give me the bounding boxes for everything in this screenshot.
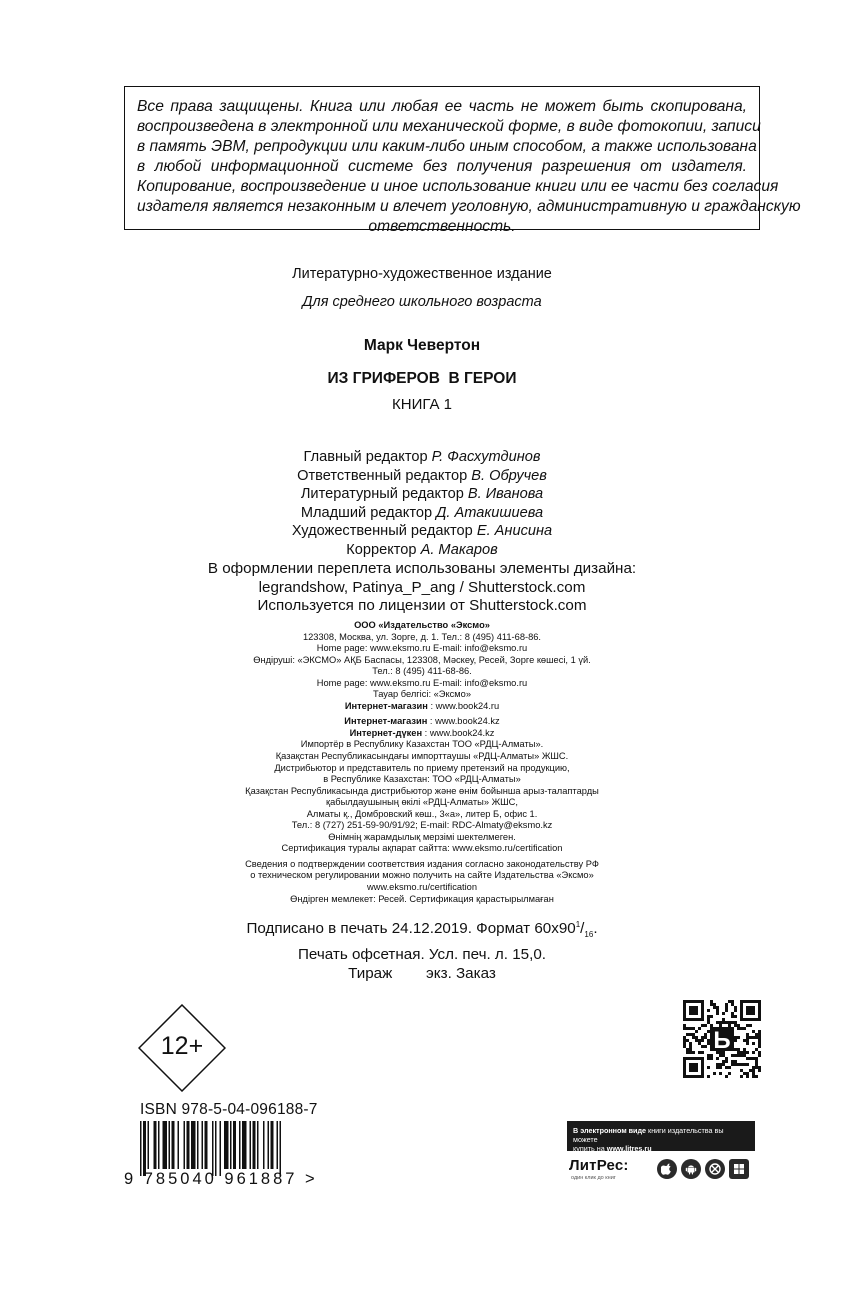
staff-role: Младший редактор bbox=[300, 504, 437, 521]
barcode bbox=[140, 1121, 325, 1176]
print-line-method: Печать офсетная. Усл. печ. л. 15,0. bbox=[297, 945, 547, 963]
design-line: Используется по лицензии от Shutterstock.com bbox=[257, 597, 587, 614]
shop-url: : www.book24.kz bbox=[422, 727, 495, 738]
staff-line bbox=[0, 467, 844, 486]
staff-name: Е. Анисина bbox=[476, 523, 553, 540]
litres-banner-bold: В электронном виде bbox=[573, 1126, 647, 1135]
staff-line bbox=[0, 448, 844, 467]
qr-code bbox=[683, 1000, 761, 1078]
age-note: Для среднего школьного возраста bbox=[302, 294, 542, 310]
store-icons bbox=[657, 1159, 749, 1181]
copyright-line: издателя является незаконным и влечет уголовную, административную и гражданскую bbox=[137, 198, 801, 215]
staff-name: Д. Атакишиева bbox=[436, 504, 544, 521]
staff-name: А. Макаров bbox=[420, 541, 498, 558]
design-credits bbox=[0, 560, 844, 616]
shop-label: Интернет-магазин bbox=[344, 716, 428, 727]
format-end: . bbox=[593, 920, 598, 938]
format-text: Подписано в печать 24.12.2019. Формат 60x90 bbox=[246, 920, 576, 938]
staff-name: В. Обручев bbox=[471, 467, 547, 484]
almaty-address: Алматы қ., Домбровский көш., 3«а», литер Б, офис 1. bbox=[306, 808, 538, 819]
staff-role: Главный редактор bbox=[303, 449, 432, 465]
shop-url: : www.book24.kz bbox=[427, 716, 500, 727]
distributor-2: в Республике Казахстан: ТОО «РДЦ-Алматы» bbox=[323, 774, 521, 785]
isbn-text: ISBN 978-5-04-096188-7 bbox=[140, 1101, 318, 1118]
publisher-kz-web: Home page: www.eksmo.ru E-mail: info@eksmo.ru bbox=[316, 677, 528, 688]
staff-line bbox=[0, 522, 844, 541]
barcode-digits: 9 785040 961887 > bbox=[124, 1170, 318, 1188]
copyright-line: в память ЭВМ, репродукции или каким-либо иным способом, а также использована bbox=[137, 138, 757, 155]
copyright-line: воспроизведена в электронной или механической форме, в виде фотокопии, записи bbox=[137, 118, 761, 135]
distributor-kz: Қазақстан Республикасында дистрибьютор және өнім бойынша арыз-талаптарды bbox=[245, 785, 599, 796]
litres-logo: ЛитРес: bbox=[569, 1157, 629, 1174]
copyright-line: ответственность. bbox=[368, 218, 516, 235]
book-title: ИЗ ГРИФЕРОВ В ГЕРОИ bbox=[327, 370, 517, 387]
format-sub: 16 bbox=[584, 930, 594, 940]
litres-tagline: один клик до книг bbox=[571, 1175, 616, 1181]
distributor-kz-2: қабылдаушының өкілі «РДЦ-Алматы» ЖШС, bbox=[326, 797, 518, 808]
publisher-web: Home page: www.eksmo.ru E-mail: info@eksmo.ru bbox=[316, 643, 528, 654]
author-name: Марк Чевертон bbox=[363, 337, 481, 354]
windows-icon bbox=[729, 1159, 749, 1179]
design-line: legrandshow, Patinya_P_ang / Shutterstock.com bbox=[258, 578, 586, 596]
genre-label: Литературно-художественное издание bbox=[292, 266, 552, 282]
litres-block bbox=[567, 1121, 755, 1191]
origin-country: Өндірген мемлекет: Ресей. Сертификация қарастырылмаған bbox=[290, 893, 554, 904]
design-line: В оформлении переплета использованы элементы дизайна: bbox=[207, 560, 637, 577]
publisher-kz-tel: Тел.: 8 (495) 411-68-86. bbox=[372, 666, 472, 677]
staff-line bbox=[0, 541, 844, 560]
publisher-address: 123308, Москва, ул. Зорге, д. 1. Тел.: 8 (495) 411-68-86. bbox=[302, 631, 542, 642]
shop-label: Интернет-дүкен bbox=[349, 727, 423, 738]
format-sup: 1 bbox=[575, 920, 581, 929]
copyright-line: Все права защищены. Книга или любая ее часть не может быть скопирована, bbox=[137, 98, 747, 115]
shop-kz2 bbox=[0, 728, 844, 740]
book-number: КНИГА 1 bbox=[392, 396, 452, 413]
importer: Импортёр в Республику Казахстан ТОО «РДЦ-Алматы». bbox=[300, 739, 544, 750]
shop-url: : www.book24.ru bbox=[427, 700, 500, 711]
staff-credits bbox=[0, 448, 844, 560]
copyright-notice bbox=[124, 86, 801, 235]
shop-ru bbox=[0, 701, 844, 713]
print-line-run: Тираж экз. Заказ bbox=[348, 965, 496, 983]
print-info bbox=[0, 915, 844, 984]
publisher-name: ООО «Издательство «Эксмо» bbox=[354, 620, 490, 630]
staff-role: Корректор bbox=[346, 541, 421, 558]
age-rating-text: 12+ bbox=[160, 1032, 204, 1060]
apple-icon bbox=[657, 1159, 677, 1179]
staff-name: Р. Фасхутдинов bbox=[431, 449, 541, 465]
almaty-contacts: Тел.: 8 (727) 251-59-90/91/92; E-mail: RDC-Almaty@eksmo.kz bbox=[291, 820, 553, 831]
svg-text:Ь: Ь bbox=[713, 1027, 731, 1054]
xbox-icon bbox=[705, 1159, 725, 1179]
publisher-trademark: Тауар белгісі: «Эксмо» bbox=[372, 689, 472, 700]
litres-banner-text: книги издательства вы можете bbox=[573, 1126, 724, 1144]
staff-role: Ответственный редактор bbox=[297, 467, 472, 484]
barcode-icon bbox=[140, 1121, 325, 1176]
publisher-kz-producer: Өндіруші: «ЭКСМО» АҚБ Баспасы, 123308, Мәскеу, Ресей, Зорге көшесі, 1 үй. bbox=[253, 654, 591, 665]
cert-kz: Сертификация туралы ақпарат сайтта: www.eksmo.ru/certification bbox=[281, 843, 563, 854]
shop-label: Интернет-магазин bbox=[344, 700, 428, 711]
conformity-3: www.eksmo.ru/certification bbox=[366, 882, 478, 893]
staff-line bbox=[0, 504, 844, 523]
distributor: Дистрибьютор и представитель по приему претензий на продукцию, bbox=[274, 762, 570, 773]
age-rating-badge bbox=[138, 1004, 226, 1092]
conformity-2: о техническом регулировании можно получить на сайте Издательства «Эксмо» bbox=[250, 870, 594, 881]
importer-kz: Қазақстан Республикасындағы импорттаушы «РДЦ-Алматы» ЖШС. bbox=[275, 751, 569, 762]
print-line-format: Подписано в печать 24.12.2019. Формат $60x90^1/_{16}$. bbox=[246, 920, 598, 940]
staff-line bbox=[0, 485, 844, 504]
litres-banner-pre: купить на bbox=[573, 1144, 607, 1153]
shelf-life: Өнімнің жарамдылық мерзімі шектелмеген. bbox=[328, 831, 516, 842]
copyright-line: Копирование, воспроизведение и иное использование книги или ее части без согласия bbox=[137, 178, 779, 195]
litres-url: www.litres.ru bbox=[606, 1144, 652, 1153]
staff-role: Литературный редактор bbox=[300, 486, 468, 503]
staff-role: Художественный редактор bbox=[291, 523, 477, 540]
staff-name: В. Иванова bbox=[467, 486, 544, 503]
qr-code-icon bbox=[683, 1000, 761, 1078]
android-icon bbox=[681, 1159, 701, 1179]
shop-kz bbox=[0, 716, 844, 728]
conformity-1: Сведения о подтверждении соответствия издания согласно законодательству РФ bbox=[245, 858, 599, 869]
litres-banner bbox=[567, 1121, 755, 1151]
publisher-info bbox=[0, 620, 844, 905]
copyright-line: в любой информационной системе без получения разрешения от издателя. bbox=[137, 158, 747, 175]
